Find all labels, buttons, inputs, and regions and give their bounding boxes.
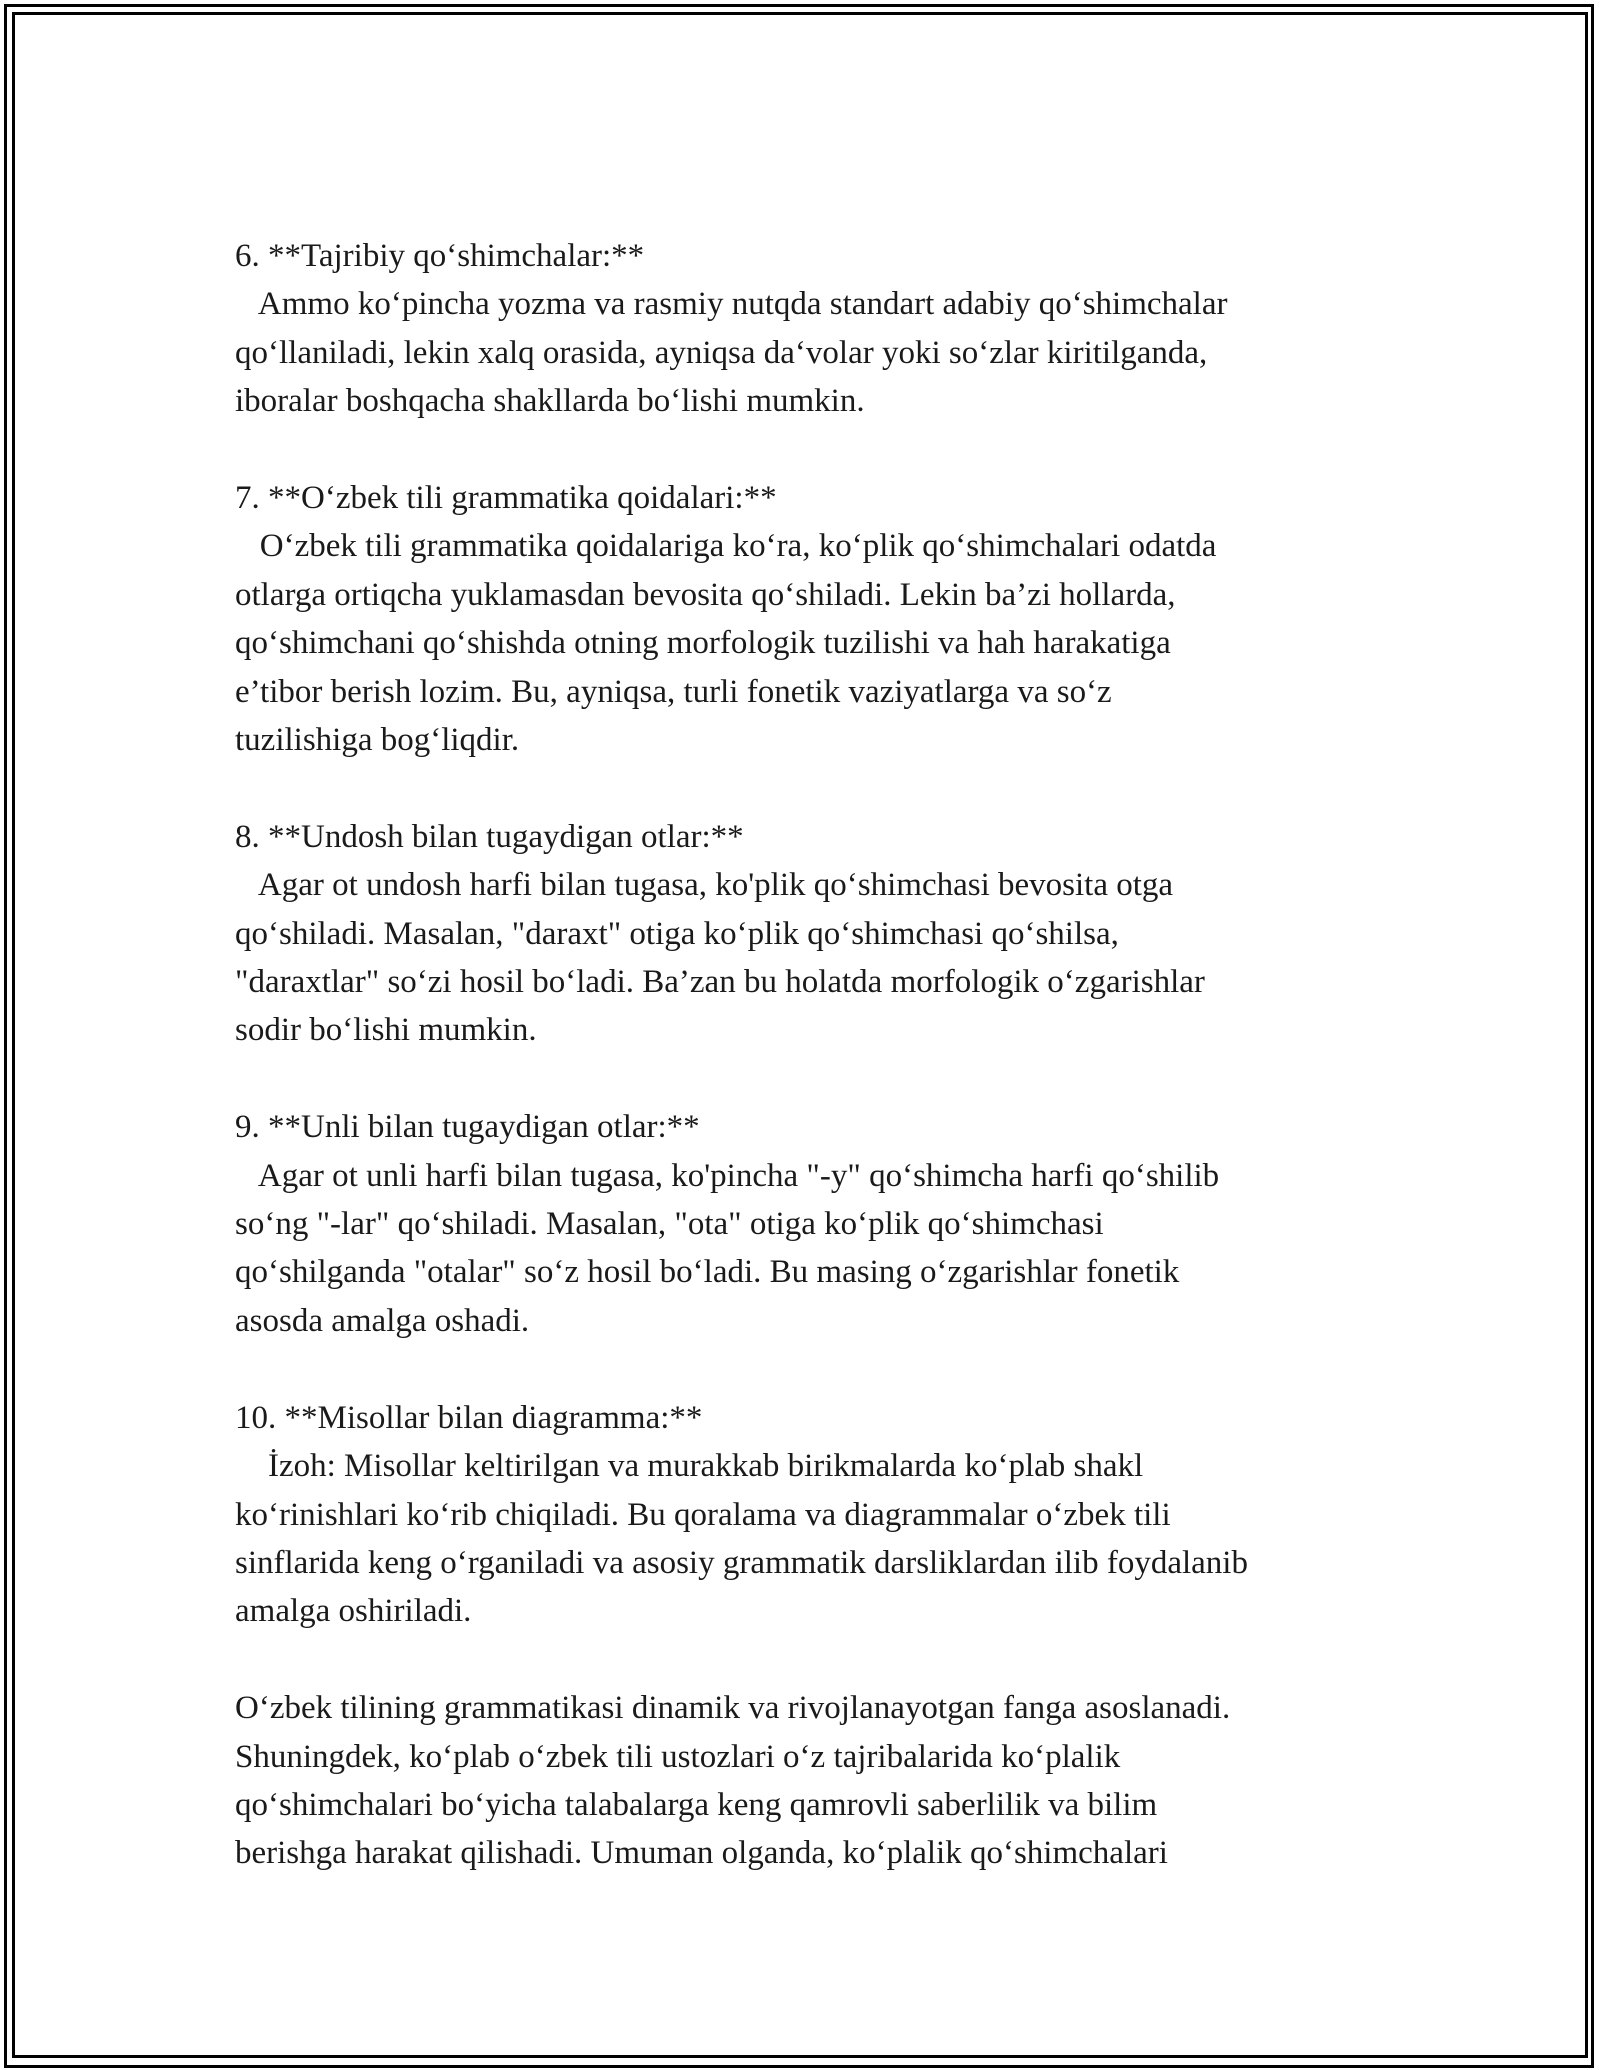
paragraph-line: asosda amalga oshadi.	[235, 1302, 530, 1339]
paragraph-line: İzoh: Misollar keltirilgan va murakkab birikmalarda ko‘plab shakl	[235, 1448, 1144, 1485]
paragraph-line: Shuningdek, ko‘plab o‘zbek tili ustozlari o‘z tajribalarida ko‘plalik	[235, 1738, 1121, 1775]
paragraph-line: sodir bo‘lishi mumkin.	[235, 1012, 537, 1049]
paragraph-line: e’tibor berish lozim. Bu, ayniqsa, turli fonetik vaziyatlarga va so‘z	[235, 673, 1112, 710]
paragraph-line: qo‘shimchalari bo‘yicha talabalarga keng qamrovli saberlilik va bilim	[235, 1786, 1158, 1823]
paragraph-line: qo‘shiladi. Masalan, "daraxt" otiga ko‘plik qo‘shimchasi qo‘shilsa,	[235, 915, 1119, 952]
paragraph-line: O‘zbek tilining grammatikasi dinamik va rivojlanayotgan fanga asoslanadi.	[235, 1690, 1231, 1727]
section-heading: 10. **Misollar bilan diagramma:**	[235, 1399, 703, 1436]
section-10	[235, 1394, 1385, 1636]
paragraph-line: qo‘shilganda "otalar" so‘z hosil bo‘ladi. Bu masing o‘zgarishlar fonetik	[235, 1254, 1180, 1291]
section-8	[235, 813, 1385, 1055]
paragraph-line: iboralar boshqacha shakllarda bo‘lishi mumkin.	[235, 383, 865, 420]
paragraph-line: qo‘shimchani qo‘shishda otning morfologik tuzilishi va hah harakatiga	[235, 625, 1171, 662]
paragraph-line: qo‘llaniladi, lekin xalq orasida, ayniqsa da‘volar yoki so‘zlar kiritilganda,	[235, 334, 1208, 371]
paragraph-line: Ammo ko‘pincha yozma va rasmiy nutqda standart adabiy qo‘shimchalar	[235, 286, 1228, 323]
section-9	[235, 1103, 1385, 1345]
paragraph-line: Agar ot undosh harfi bilan tugasa, ko'plik qo‘shimchasi bevosita otga	[235, 867, 1174, 904]
closing-paragraph	[235, 1684, 1385, 1878]
paragraph-line: ko‘rinishlari ko‘rib chiqiladi. Bu qoralama va diagrammalar o‘zbek tili	[235, 1496, 1171, 1533]
section-heading: 7. **O‘zbek tili grammatika qoidalari:**	[235, 480, 777, 517]
paragraph-line: sinflarida keng o‘rganiladi va asosiy grammatik darsliklardan ilib foydalanib	[235, 1544, 1248, 1581]
paragraph-line: amalga oshiriladi.	[235, 1593, 472, 1630]
paragraph-line: otlarga ortiqcha yuklamasdan bevosita qo‘shiladi. Lekin ba’zi hollarda,	[235, 576, 1176, 613]
paragraph-line: O‘zbek tili grammatika qoidalariga ko‘ra, ko‘plik qo‘shimchalari odatda	[235, 528, 1217, 565]
paragraph-line: "daraxtlar" so‘zi hosil bo‘ladi. Ba’zan bu holatda morfologik o‘zgarishlar	[235, 964, 1205, 1001]
paragraph-line: Agar ot unli harfi bilan tugasa, ko'pincha "-y" qo‘shimcha harfi qo‘shilib	[235, 1157, 1220, 1194]
section-heading: 9. **Unli bilan tugaydigan otlar:**	[235, 1109, 700, 1146]
paragraph-line: so‘ng "-lar" qo‘shiladi. Masalan, "ota" otiga ko‘plik qo‘shimchasi	[235, 1206, 1104, 1243]
section-heading: 6. **Tajribiy qo‘shimchalar:**	[235, 238, 645, 274]
paragraph-line: berishga harakat qilishadi. Umuman olganda, ko‘plalik qo‘shimchalari	[235, 1835, 1168, 1872]
section-6	[235, 232, 1385, 426]
document-body	[235, 232, 1385, 1878]
section-heading: 8. **Undosh bilan tugaydigan otlar:**	[235, 818, 744, 855]
paragraph-line: tuzilishiga bog‘liqdir.	[235, 722, 520, 759]
section-7	[235, 474, 1385, 764]
